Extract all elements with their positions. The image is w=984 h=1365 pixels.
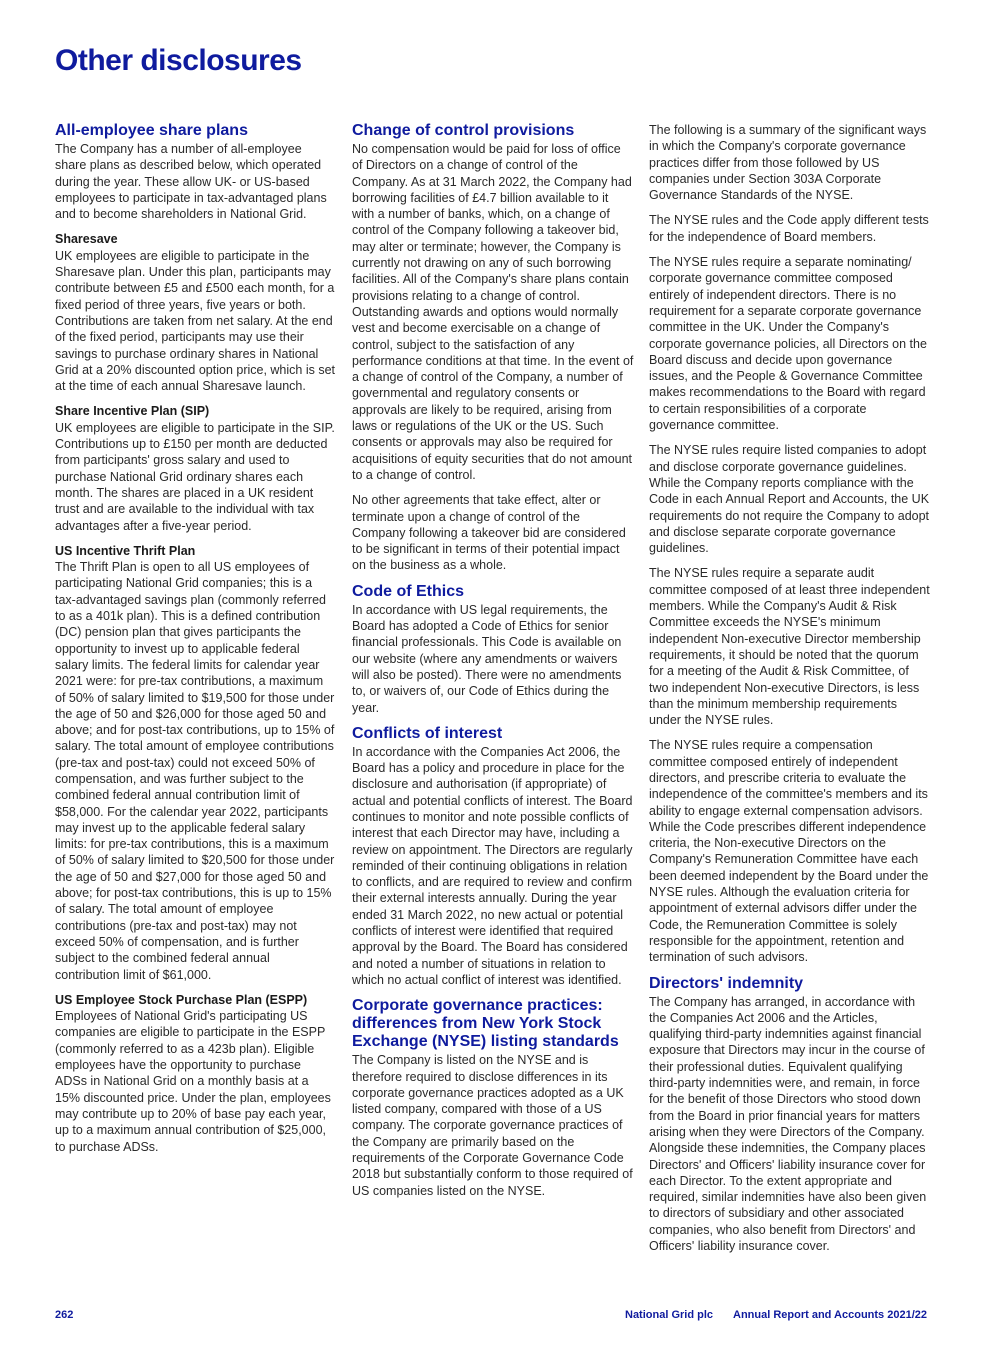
paragraph: No other agreements that take effect, alter or terminate upon a change of control of the Company following a takeover bid are considered to be significant in terms of their potential impact on the business as a whole.	[352, 493, 626, 573]
subsection-heading: US Incentive Thrift Plan	[55, 543, 196, 558]
section-heading: Change of control provisions	[352, 122, 575, 139]
subsection-heading: Share Incentive Plan (SIP)	[55, 404, 210, 419]
section-heading: Directors' indemnity	[649, 974, 804, 992]
section-all-employee-share-plans	[55, 122, 335, 222]
page-title: Other disclosures	[55, 44, 302, 77]
subsection-heading: Sharesave	[55, 232, 118, 247]
footer-company: National Grid plc	[625, 1309, 714, 1321]
subsection-espp	[55, 992, 335, 1155]
paragraph: No compensation would be paid for loss of office of Directors on a change of control of the Company. As at 31 March 2022, the Company had borrowing facilities of £4.7 billion available to it with a number of banks, which, on a change of control of the Company following a takeover bid, may alter or terminate; however, the Company is currently not drawing on any of such borrowing facilities. All of the Company's share plans contain provisions relating to a change of control. Outstanding awards and options would normally vest and become exercisable on a change of control, subject to the satisfaction of any performance conditions at that time. In the event of a change of control of the Company, a number of governmental and regulatory consents or approvals are likely to be required, arising from laws or regulations of the UK or the US. Such consents or approvals may also be required for acquisitions of equity securities that do not amount to a change of control.	[352, 142, 634, 482]
paragraph: The NYSE rules require a separate audit committee composed of at least three independent members. While the Company's Audit & Risk Committee exceeds the NYSE's minimum independent Non-executive Director membership requirements, it should be noted that the quorum for a meeting of the Audit & Risk Committee, of two independent Non-executive Directors, is less than the minimum membership requirements under the NYSE rules.	[649, 566, 930, 728]
section-directors-indemnity	[649, 975, 931, 1255]
subsection-thrift-plan	[55, 543, 335, 983]
section-governance-differences	[352, 997, 634, 1199]
paragraph: In accordance with the Companies Act 2006, the Board has a policy and procedure in place for the disclosure and authorisation (if appropriate) of actual and potential conflicts of interest. The Board continues to monitor and note possible conflicts of interest that each Director may have, including a review on appointment. The Directors are regularly reminded of their continuing obligations in relation to conflicts, and are required to review and confirm their external interests annually. During the year ended 31 March 2022, no new actual or potential conflicts of interest were identified that required approval by the Board. The Board has considered and noted a number of situations in relation to which no actual conflict of interest was identified.	[352, 744, 633, 987]
subsection-heading: US Employee Stock Purchase Plan (ESPP)	[55, 992, 308, 1007]
section-conflicts-of-interest	[352, 725, 634, 988]
paragraph: The NYSE rules require a compensation committee composed entirely of independent directors, and prescribe criteria to evaluate the independence of the committee's members and its ability to engage external compensation advisors. While the Code prescribes different independence criteria, the Non-executive Directors on the Company's Remuneration Committee have each been deemed independent by the Board under the NYSE rules. Although the evaluation criteria for appointment of external advisors differ under the Code, the Remuneration Committee is solely responsible for the appointment, retention and termination of such advisors.	[649, 738, 929, 965]
paragraph: The Company is listed on the NYSE and is therefore required to disclose differences in its corporate governance practices adopted as a UK listed company, compared with those of a US company. The corporate governance practices of the Company are primarily based on the requirements of the Corporate Governance Code 2018 but substantially conform to those required of US companies listed on the NYSE.	[352, 1053, 633, 1198]
subsection-sip	[55, 403, 335, 533]
subsection-sharesave	[55, 231, 335, 394]
column-right	[649, 122, 931, 1263]
paragraph: UK employees are eligible to participate in the Sharesave plan. Under this plan, participants may contribute between £5 and £500 each month, for a fixed period of three years, five years or both. Contributions are taken from net salary. At the end of the fixed period, participants may use their savings to purchase ordinary shares in National Grid at a 20% discounted option price, which is set at the time of each annual Sharesave launch.	[55, 248, 336, 394]
paragraph: The NYSE rules require a separate nominating/ corporate governance committee composed entirely of independent directors. There is no requirement for a separate corporate governance committee in the UK. Under the Company's corporate governance policies, all Directors on the Board discuss and decide upon governance issues, and the People & Governance Committee makes recommendations to the Board with regard to certain responsibilities of a corporate governance committee.	[649, 255, 927, 433]
column-middle	[352, 122, 634, 1208]
paragraph: Employees of National Grid's participating US companies are eligible to participate in the ESPP (commonly referred to as a 423b plan). Eligible employees have the opportunity to purchase ADSs in National Grid on a monthly basis at a 15% discounted price. Under the plan, employees may contribute up to 20% of base pay each year, up to a maximum annual contribution of $25,000, to purchase ADSs.	[55, 1009, 331, 1154]
paragraph: The Company has arranged, in accordance with the Companies Act 2006 and the Articles, qualifying third-party indemnities against financial exposure that Directors may incur in the course of their professional duties. Equivalent qualifying third-party indemnities were, and remain, in force for the benefit of those Directors who stood down from the Board in prior financial years for matters arising when they were Directors of the Company. Alongside these indemnities, the Company places Directors' and Officers' liability insurance cover for each Director. To the extent appropriate and required, similar indemnities have also been given to directors of subsidiary and other associated companies, who also benefit from Directors' and Officers' liability insurance cover.	[649, 994, 927, 1253]
footer-report-title: Annual Report and Accounts 2021/22	[733, 1309, 927, 1321]
paragraph: The Thrift Plan is open to all US employees of participating National Grid companies; this is a tax-advantaged savings plan (commonly referred to as a 401k plan). This is a defined contribution (DC) pension plan that gives participants the opportunity to invest up to applicable federal salary limits. The federal limits for calendar year 2021 were: for pre-tax contributions, a maximum of 50% of salary limited to $19,500 for those under the age of 50 and $26,000 for those aged 50 and above; and for post-tax contributions, up to 15% of salary. The total amount of employee contributions (pre-tax and post-tax) could not exceed 50% of compensation, and was further subject to the combined federal annual contribution limit of $58,000. For the calendar year 2022, participants may invest up to the applicable federal salary limits: for pre-tax contributions, this is a maximum of 50% of salary limited to $20,500 for those under the age of 50 and $27,000 for those aged 50 and above; for post-tax contributions, this is up to 15% of salary. The total amount of employee contributions (pre-tax and post-tax) may not exceed 50% of compensation, and is further subject to the combined federal annual contribution limit of $61,000.	[55, 560, 335, 982]
paragraph: The following is a summary of the significant ways in which the Company's corporate governance practices differ from those followed by US companies under Section 303A Corporate Governance Standards of the NYSE.	[649, 123, 927, 203]
paragraph: The Company has a number of all-employee share plans as described below, which operated during the year. These allow UK- or US-based employees to participate in tax-advantaged plans and to become shareholders in National Grid.	[55, 142, 327, 222]
paragraph: In accordance with US legal requirements, the Board has adopted a Code of Ethics for senior financial professionals. This Code is available on our website (where any amendments or waivers will also be posted). There were no amendments to, or waivers of, our Code of Ethics during the year.	[352, 602, 622, 715]
column-left	[55, 122, 335, 1164]
section-change-of-control	[352, 122, 634, 574]
section-heading: Conflicts of interest	[352, 724, 503, 742]
paragraph: The NYSE rules and the Code apply different tests for the independence of Board members.	[649, 213, 929, 244]
page-number: 262	[55, 1309, 74, 1321]
section-heading: Code of Ethics	[352, 582, 465, 600]
section-heading: All-employee share plans	[55, 122, 248, 139]
section-code-of-ethics	[352, 583, 634, 716]
paragraph: The NYSE rules require listed companies to adopt and disclose corporate governance guidelines. While the Company reports compliance with the Code in each Annual Report and Accounts, the UK requirements do not require the Company to adopt and disclose separate corporate governance guidelines.	[649, 443, 930, 556]
footer-publication	[625, 1309, 927, 1321]
section-heading: Corporate governance practices: differences from New York Stock Exchange (NYSE) listing standards	[352, 997, 619, 1051]
paragraph: UK employees are eligible to participate in the SIP. Contributions up to £150 per month are deducted from participants' gross salary and used to purchase National Grid ordinary shares each month. The shares are placed in a UK resident trust and are available to the individual with tax advantages after a five-year period.	[55, 420, 335, 533]
